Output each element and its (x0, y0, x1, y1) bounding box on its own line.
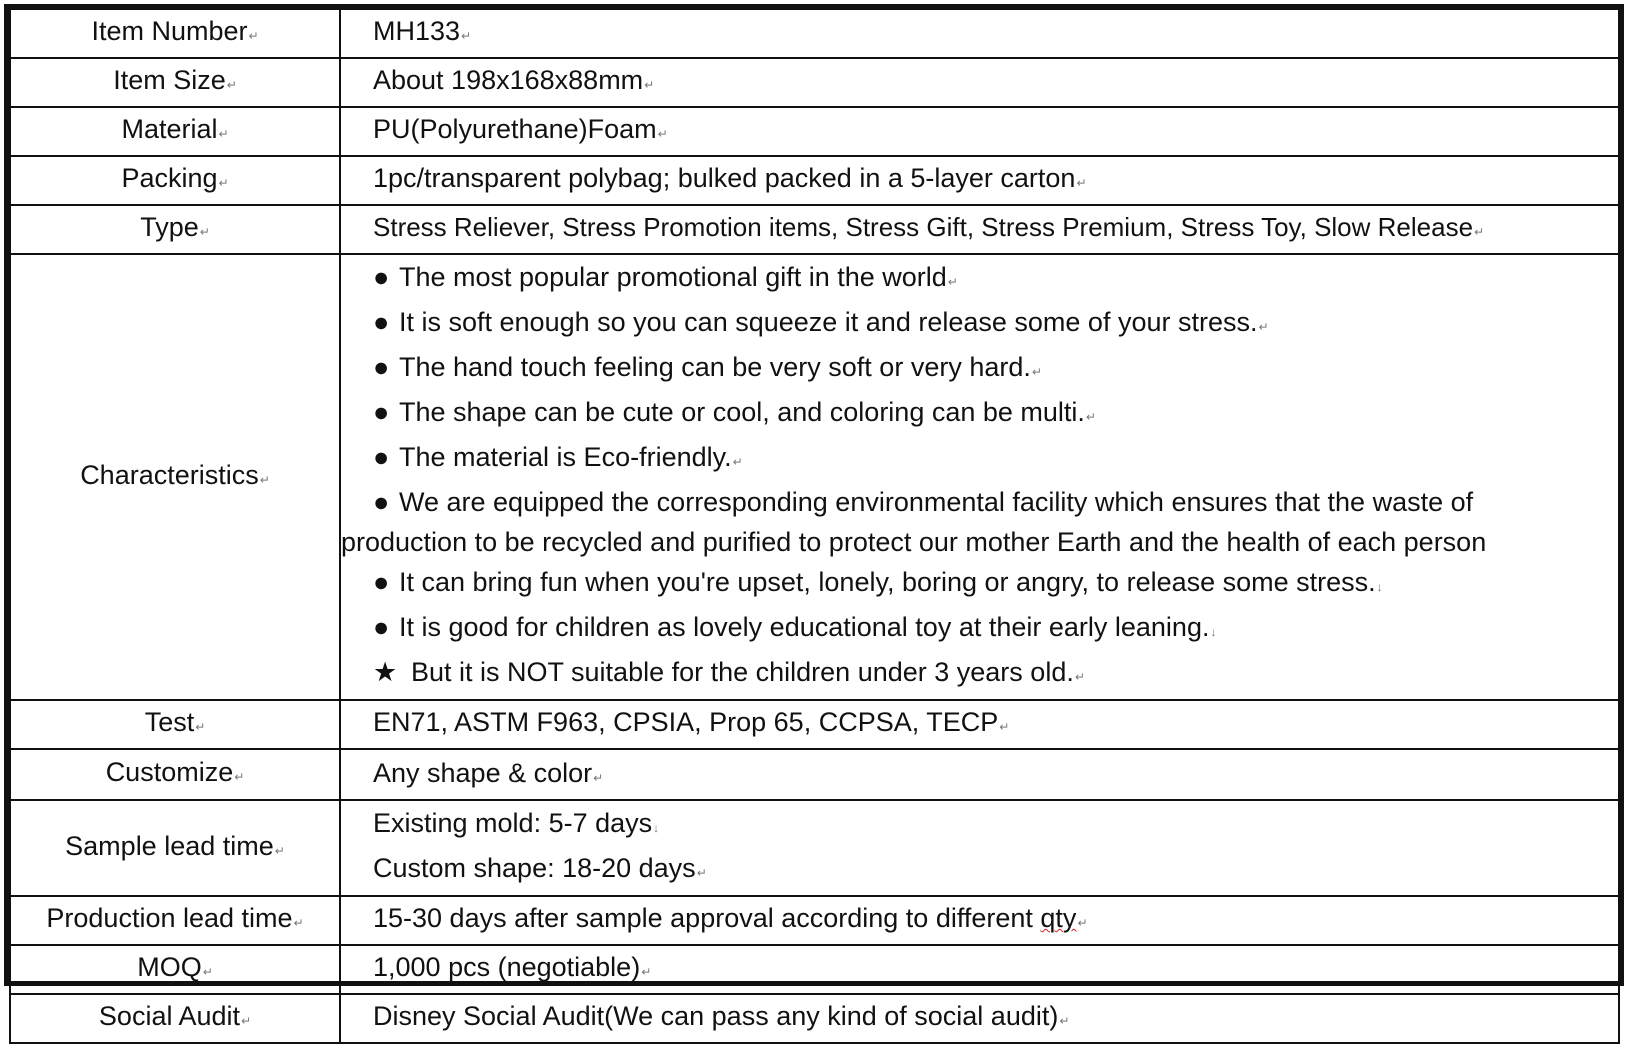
row-label: Characteristics↵ (10, 254, 340, 700)
paragraph-mark: ↵ (234, 770, 245, 784)
table-row (10, 58, 1619, 107)
paragraph-mark: ↵ (657, 127, 668, 141)
misspelled-word: qty (1040, 903, 1077, 933)
paragraph-mark: ↵ (202, 965, 213, 979)
row-label: Packing↵ (10, 156, 340, 205)
list-item: ● The most popular promotional gift in the world↵ (373, 257, 1618, 302)
row-value: PU(Polyurethane)Foam↵ (340, 107, 1619, 156)
table-row (10, 107, 1619, 156)
paragraph-mark: ↵ (947, 275, 958, 289)
paragraph-mark: ↵ (1258, 320, 1269, 334)
row-value: MH133↵ (340, 9, 1619, 58)
paragraph-mark: ↵ (1474, 225, 1485, 239)
row-value: EN71, ASTM F963, CPSIA, Prop 65, CCPSA, TECP↵ (340, 700, 1619, 749)
row-label: Item Number↵ (10, 9, 340, 58)
row-value (340, 800, 1619, 896)
table-row (10, 9, 1619, 58)
table-row (10, 156, 1619, 205)
paragraph-mark: ↵ (641, 965, 652, 979)
row-label: Social Audit↵ (10, 994, 340, 1043)
paragraph-mark: ↵ (696, 866, 707, 880)
product-spec-table (9, 8, 1620, 1044)
bullet-icon: ● (373, 442, 390, 472)
row-value: Stress Reliever, Stress Promotion items, Stress Gift, Stress Premium, Stress Toy, Slow Release↵ (340, 205, 1619, 254)
bullet-icon: ● (373, 307, 390, 337)
table-row (10, 254, 1619, 700)
bullet-icon: ● (373, 262, 390, 292)
list-item: Custom shape: 18-20 days↵ (373, 853, 707, 883)
list-item: ● It can bring fun when you're upset, lonely, boring or angry, to release some stress.↓ (373, 562, 1618, 607)
list-item: ● The shape can be cute or cool, and coloring can be multi.↵ (373, 392, 1618, 437)
paragraph-mark: ↵ (259, 472, 270, 487)
bullet-icon: ● (373, 567, 390, 597)
list-item: ★ But it is NOT suitable for the children under 3 years old.↵ (373, 652, 1618, 697)
row-label: Sample lead time↵ (10, 800, 340, 896)
list-item: Existing mold: 5-7 days↓ (373, 808, 660, 838)
paragraph-mark: ↵ (1076, 176, 1087, 190)
paragraph-mark: ↵ (274, 843, 285, 858)
paragraph-mark: ↵ (218, 127, 229, 141)
bullet-icon: ● (373, 487, 390, 517)
table-row (10, 800, 1619, 896)
table-row (10, 896, 1619, 945)
bullet-icon: ● (373, 352, 390, 382)
row-value: About 198x168x88mm↵ (340, 58, 1619, 107)
row-label: MOQ↵ (10, 945, 340, 994)
table-row (10, 700, 1619, 749)
list-item: ● The hand touch feeling can be very soft or very hard.↵ (373, 347, 1618, 392)
row-label: Production lead time↵ (10, 896, 340, 945)
paragraph-mark: ↵ (1059, 1014, 1070, 1028)
paragraph-mark: ↵ (644, 78, 655, 92)
paragraph-mark: ↵ (1074, 670, 1085, 684)
list-item: ● It is good for children as lovely educational toy at their early leaning.↓ (373, 607, 1618, 652)
star-icon: ★ (373, 657, 398, 687)
line-break-mark: ↓ (1210, 625, 1217, 639)
bullet-icon: ● (373, 612, 390, 642)
table-row (10, 994, 1619, 1043)
paragraph-mark: ↵ (461, 29, 472, 43)
list-item: ● It is soft enough so you can squeeze it and release some of your stress.↵ (373, 302, 1618, 347)
bullet-icon: ● (373, 397, 390, 427)
paragraph-mark: ↵ (732, 455, 743, 469)
row-value: 15-30 days after sample approval according to different qty↵ (340, 896, 1619, 945)
line-break-mark: ↓ (653, 821, 660, 835)
paragraph-mark: ↵ (293, 916, 304, 930)
table-row (10, 749, 1619, 800)
row-label: Item Size↵ (10, 58, 340, 107)
row-value: Any shape & color↵ (340, 749, 1619, 800)
line-break-mark: ↓ (1376, 580, 1383, 594)
list-item: ● We are equipped the corresponding environmental facility which ensures that the waste of (373, 482, 1618, 522)
paragraph-mark: ↵ (1077, 916, 1088, 930)
paragraph-mark: ↵ (593, 771, 604, 785)
paragraph-mark: ↵ (226, 78, 237, 92)
paragraph-mark: ↵ (218, 176, 229, 190)
list-item: ● The material is Eco-friendly.↵ (373, 437, 1618, 482)
table-row (10, 945, 1619, 994)
characteristics-list (340, 254, 1619, 700)
paragraph-mark: ↵ (195, 720, 206, 734)
row-label: Material↵ (10, 107, 340, 156)
table-row (10, 205, 1619, 254)
list-item-continuation: production to be recycled and purified to protect our mother Earth and the health of each person (341, 527, 1487, 557)
row-value: 1,000 pcs (negotiable)↵ (340, 945, 1619, 994)
paragraph-mark: ↵ (248, 29, 259, 43)
paragraph-mark: ↵ (199, 225, 210, 239)
row-label: Type↵ (10, 205, 340, 254)
row-value: Disney Social Audit(We can pass any kind of social audit)↵ (340, 994, 1619, 1043)
row-value: 1pc/transparent polybag; bulked packed in a 5-layer carton↵ (340, 156, 1619, 205)
paragraph-mark: ↵ (999, 720, 1010, 734)
paragraph-mark: ↵ (1031, 365, 1042, 379)
row-label: Customize↵ (10, 749, 340, 800)
row-label: Test↵ (10, 700, 340, 749)
paragraph-mark: ↵ (1085, 410, 1096, 424)
paragraph-mark: ↵ (241, 1014, 252, 1028)
